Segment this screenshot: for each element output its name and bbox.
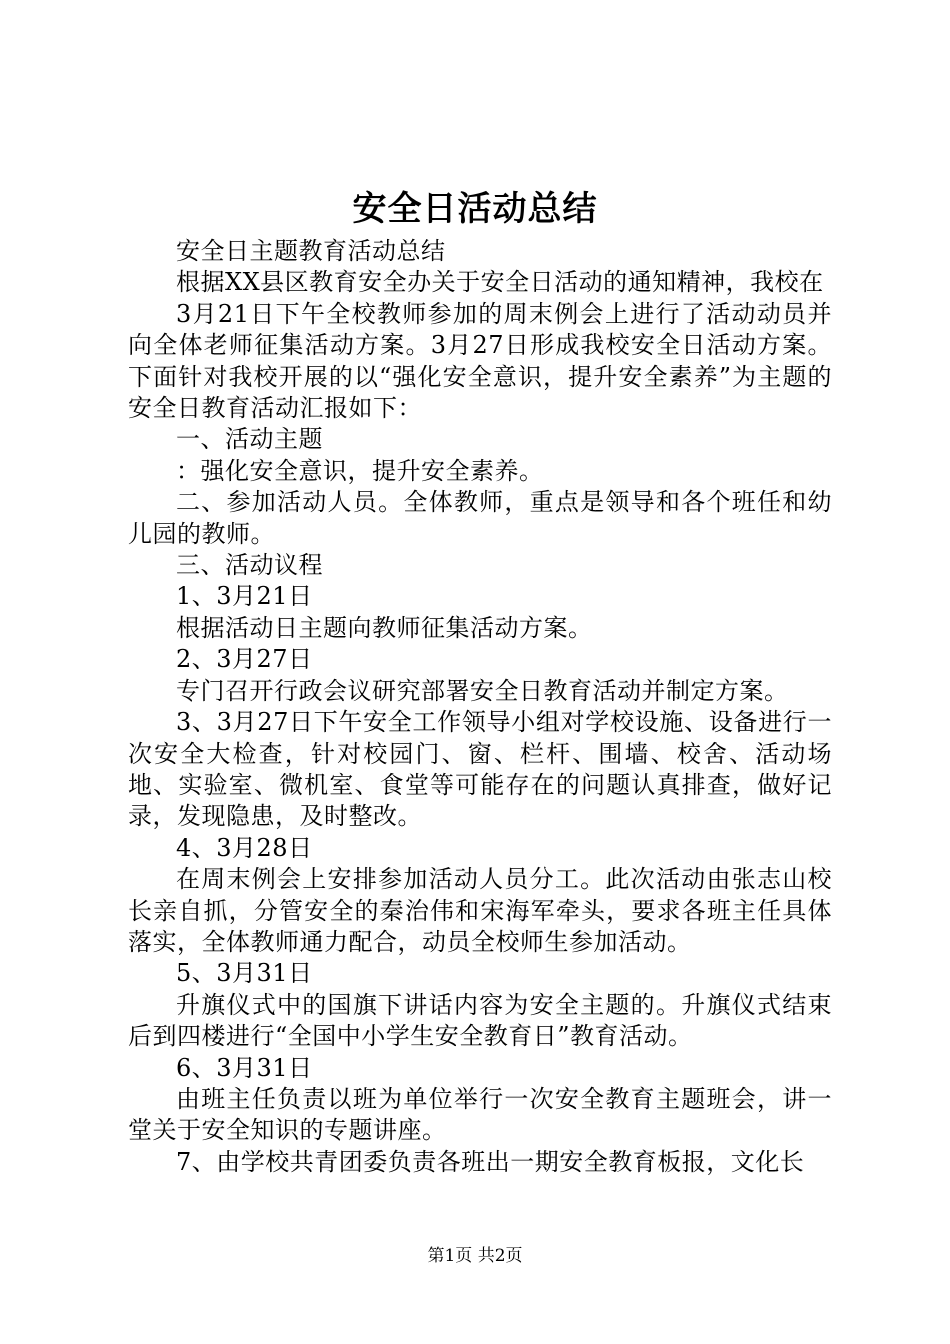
document-title: 安全日活动总结 (352, 189, 598, 229)
paragraph: 安全日主题教育活动总结 (176, 237, 446, 265)
paragraph: ：强化安全意识，提升安全素养。 (176, 456, 544, 485)
paragraph: 二、参加活动人员。全体教师，重点是领导和各个班任和幼儿园的教师。 (128, 488, 832, 548)
paragraph: 3月21日下午全校教师参加的周末例会上进行了活动动员并向全体老师征集活动方案。3月27日形成我校安全日活动方案。下面针对我校开展的以“强化安全意识，提升安全素养”为主题的安全日教育活动汇报如下： (128, 299, 832, 423)
paragraph: 6、3月31日 (176, 1053, 313, 1082)
page-footer: 第1页 共2页 (427, 1246, 523, 1266)
paragraph: 一、活动主题 (176, 425, 323, 454)
paragraph: 5、3月31日 (176, 959, 313, 988)
paragraph: 在周末例会上安排参加活动人员分工。此次活动由张志山校长亲自抓，分管安全的秦治伟和宋海军牵头，要求各班主任具体落实，全体教师通力配合，动员全校师生参加活动。 (128, 865, 832, 956)
paragraph: 根据XX县区教育安全办关于安全日活动的通知精神，我校在 (176, 268, 824, 297)
paragraph: 3、3月27日下午安全工作领导小组对学校设施、设备进行一次安全大检查，针对校园门、窗、栏杆、围墙、校舍、活动场地、实验室、微机室、食堂等可能存在的问题认真排查，做好记录，发现隐患，及时整改。 (128, 708, 832, 831)
paragraph: 升旗仪式中的国旗下讲话内容为安全主题的。升旗仪式结束后到四楼进行“全国中小学生安全教育日”教育活动。 (128, 990, 832, 1051)
paragraph: 专门召开行政会议研究部署安全日教育活动并制定方案。 (176, 676, 789, 705)
paragraph: 根据活动日主题向教师征集活动方案。 (176, 613, 593, 642)
paragraph: 1、3月21日 (176, 582, 313, 611)
document-body (128, 236, 832, 1178)
paragraph: 2、3月27日 (176, 645, 313, 674)
paragraph: 7、由学校共青团委负责各班出一期安全教育板报，文化长 (176, 1147, 805, 1176)
paragraph: 4、3月28日 (176, 833, 313, 862)
paragraph: 三、活动议程 (176, 551, 323, 580)
paragraph: 由班主任负责以班为单位举行一次安全教育主题班会，讲一堂关于安全知识的专题讲座。 (128, 1084, 832, 1145)
